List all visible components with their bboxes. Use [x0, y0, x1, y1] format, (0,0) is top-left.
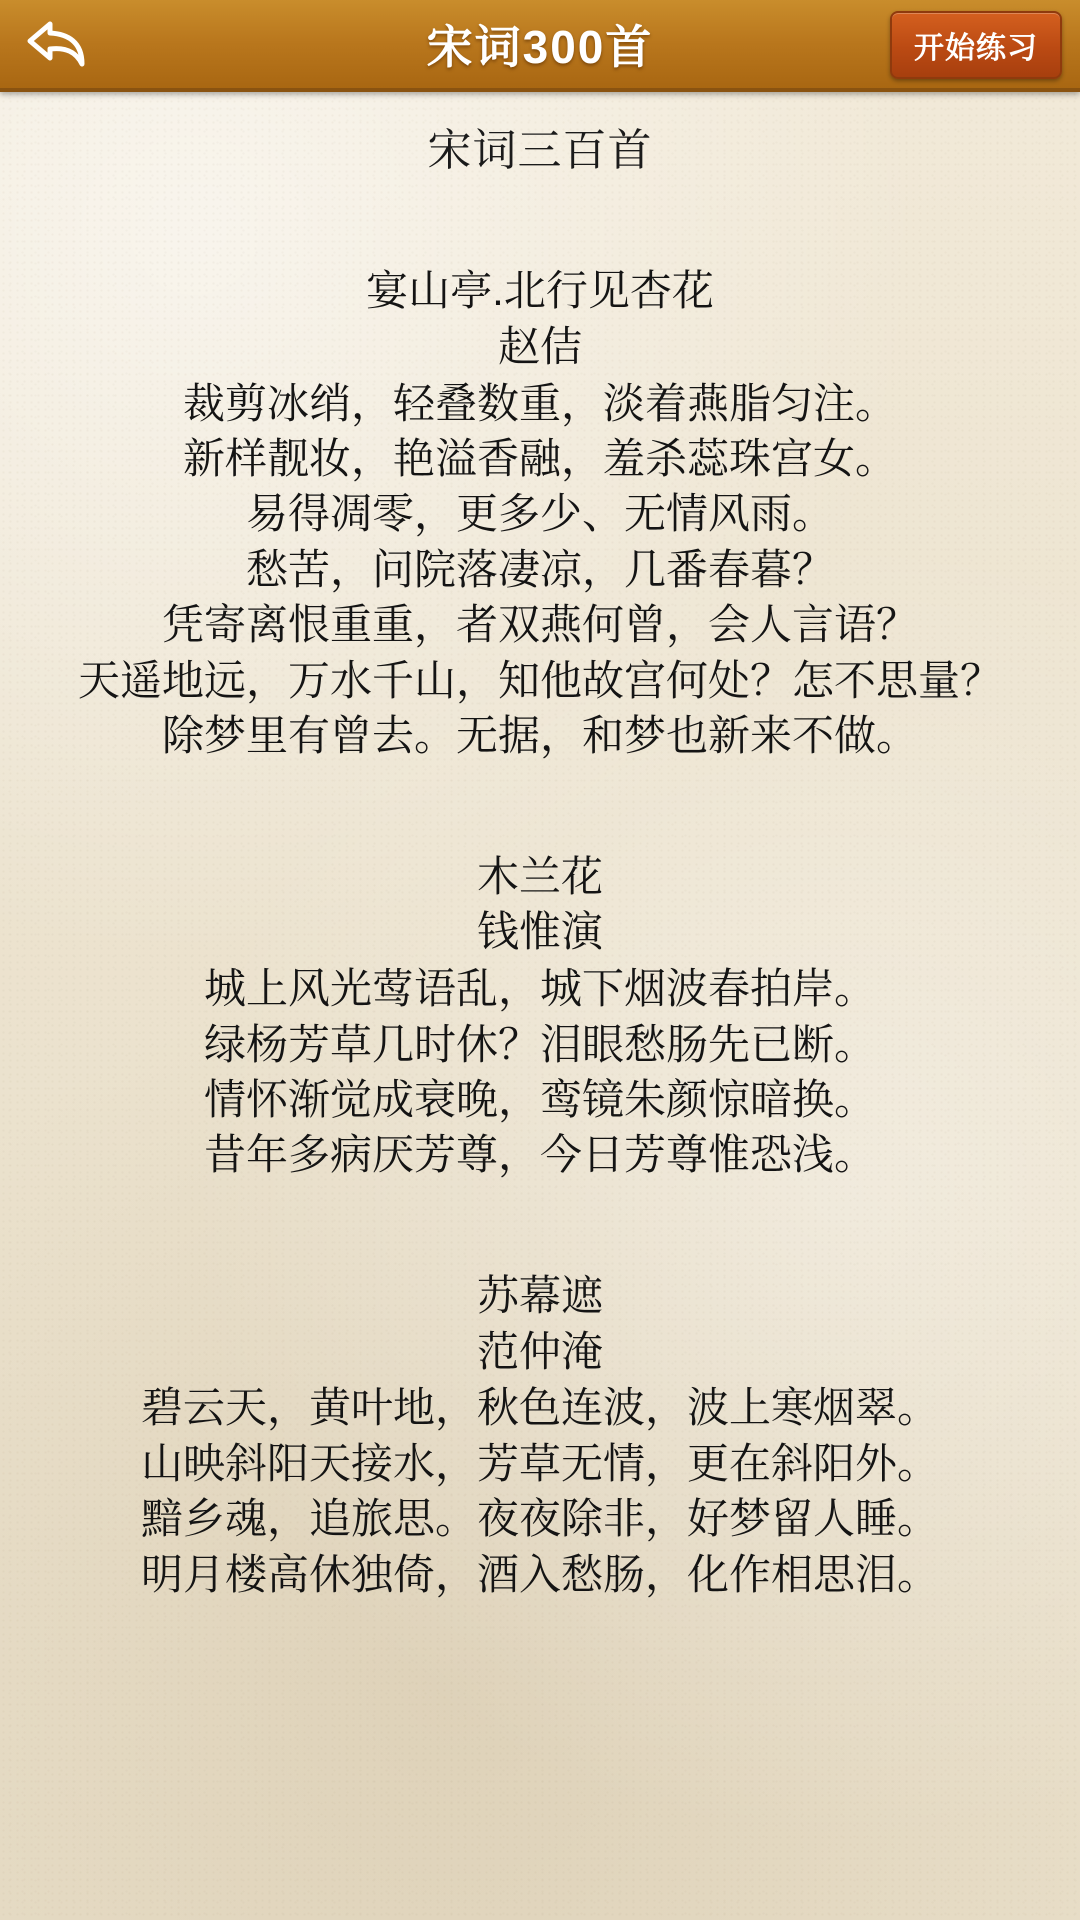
poem-author: 范仲淹	[476, 1327, 603, 1375]
poem-line: 易得凋零，更多少、无情风雨。	[245, 490, 834, 538]
poem-scroll-area[interactable]	[0, 92, 1080, 1920]
book-title: 宋词三百首	[427, 126, 653, 175]
poem-title: 苏幕遮	[476, 1271, 603, 1319]
poem-line: 除梦里有曾去。无据，和梦也新来不做。	[161, 712, 918, 760]
poem-line: 绿杨芳草几时休？泪眼愁肠先已断。	[203, 1020, 876, 1068]
poem-title: 木兰花	[476, 852, 603, 900]
poem-line: 山映斜阳天接水，芳草无情，更在斜阳外。	[140, 1439, 939, 1487]
poem-line: 新样靓妆，艳溢香融，羞杀蕊珠宫女。	[182, 434, 897, 482]
start-practice-button[interactable]: 开始练习	[890, 11, 1062, 79]
poem-entry	[8, 264, 1072, 764]
poem-line: 裁剪冰绡，轻叠数重，淡着燕脂匀注。	[182, 379, 897, 427]
poem-line: 明月楼高休独倚，酒入愁肠，化作相思泪。	[140, 1550, 939, 1598]
poem-line: 天遥地远，万水千山，知他故宫何处？怎不思量？	[77, 656, 1002, 704]
poem-line: 昔年多病厌芳尊，今日芳尊惟恐浅。	[203, 1131, 876, 1179]
poem-entry	[8, 850, 1072, 1183]
poem-line: 黯乡魂，追旅思。夜夜除非，好梦留人睡。	[140, 1495, 939, 1543]
page-title: 宋词300首	[426, 21, 654, 73]
poem-author: 赵佶	[497, 322, 582, 370]
poem-line: 愁苦，问院落凄凉，几番春暮？	[245, 545, 834, 593]
app-header	[0, 0, 1080, 92]
poem-author: 钱惟演	[476, 908, 603, 956]
poem-line: 城上风光莺语乱，城下烟波春拍岸。	[203, 965, 876, 1013]
poem-line: 凭寄离恨重重，者双燕何曾，会人言语？	[161, 601, 918, 649]
poem-title: 宴山亭.北行见杏花	[366, 267, 714, 314]
back-button[interactable]	[0, 0, 110, 88]
poem-entry	[8, 1269, 1072, 1602]
poem-line: 情怀渐觉成衰晚，鸾镜朱颜惊暗换。	[203, 1075, 876, 1123]
back-arrow-icon	[20, 16, 90, 72]
poem-line: 碧云天，黄叶地，秋色连波，波上寒烟翠。	[140, 1384, 939, 1432]
